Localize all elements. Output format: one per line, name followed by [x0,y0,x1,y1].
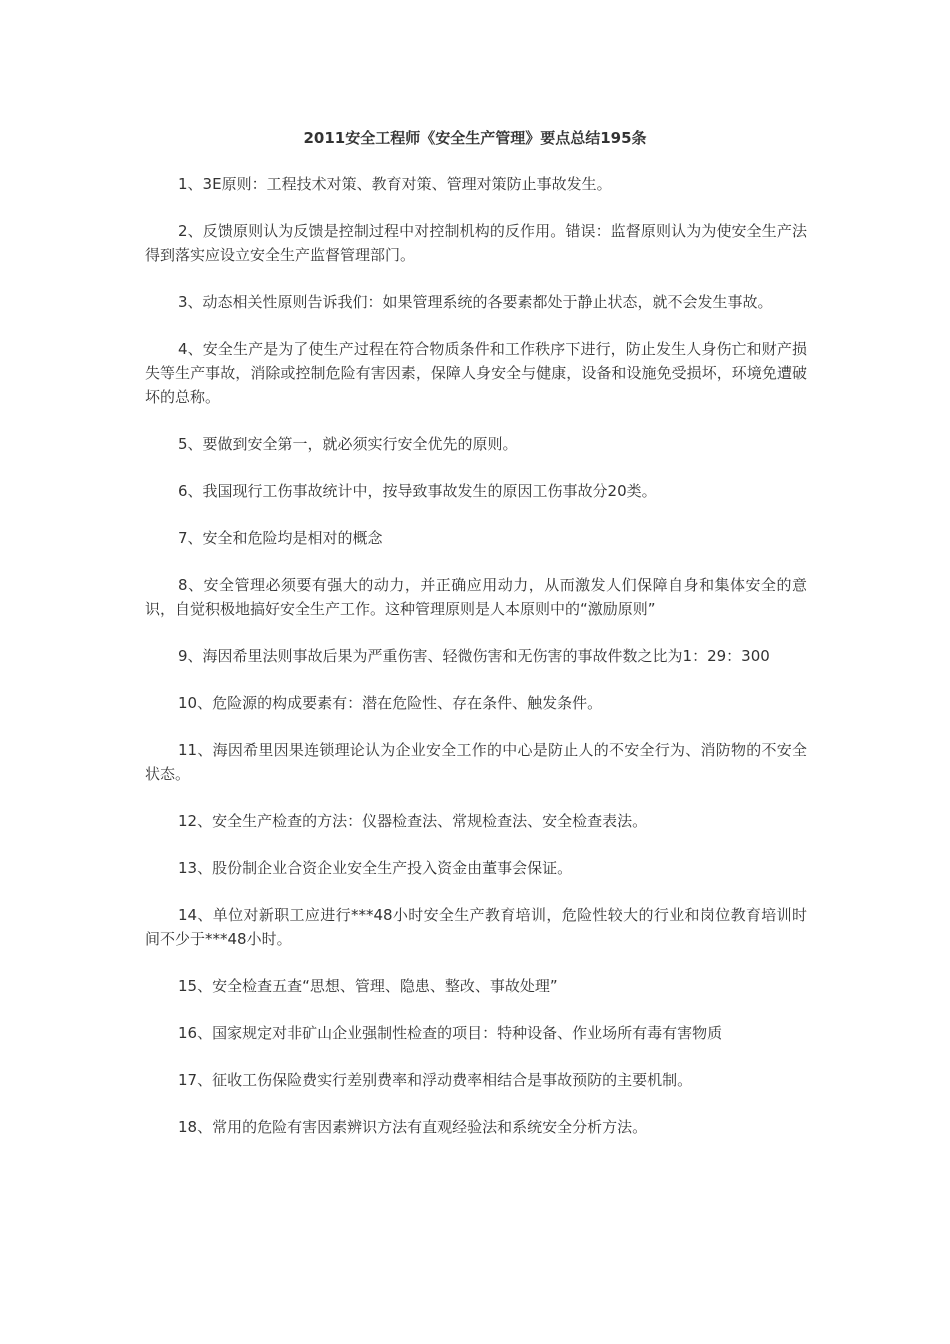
paragraph-13: 13、股份制企业合资企业安全生产投入资金由董事会保证。 [178,859,573,877]
paragraph-17: 17、征收工伤保险费实行差别费率和浮动费率相结合是事故预防的主要机制。 [178,1071,693,1089]
paragraph-3: 3、动态相关性原则告诉我们：如果管理系统的各要素都处于静止状态，就不会发生事故。 [178,293,773,311]
paragraph-1: 1、3E原则：工程技术对策、教育对策、管理对策防止事故发生。 [178,175,612,193]
paragraph-15: 15、安全检查五查“思想、管理、隐患、整改、事故处理” [178,977,558,995]
paragraph-16: 16、国家规定对非矿山企业强制性检查的项目：特种设备、作业场所有毒有害物质 [178,1024,723,1042]
document-title: 2011安全工程师《安全生产管理》要点总结195条 [303,129,647,147]
paragraph-11: 11、海因希里因果连锁理论认为企业安全工作的中心是防止人的不安全行为、消防物的不安全状态。 [145,741,807,783]
paragraph-7: 7、安全和危险均是相对的概念 [178,529,383,547]
paragraph-2: 2、反馈原则认为反馈是控制过程中对控制机构的反作用。错误：监督原则认为为使安全生产法得到落实应设立安全生产监督管理部门。 [145,222,807,264]
document-body [145,172,807,1162]
paragraph-10: 10、危险源的构成要素有：潜在危险性、存在条件、触发条件。 [178,694,603,712]
paragraph-12: 12、安全生产检查的方法：仪器检查法、常规检查法、安全检查表法。 [178,812,648,830]
paragraph-4: 4、安全生产是为了使生产过程在符合物质条件和工作秩序下进行，防止发生人身伤亡和财产损失等生产事故，消除或控制危险有害因素，保障人身安全与健康，设备和设施免受损坏，环境免遭破坏的总称。 [145,340,807,406]
paragraph-18: 18、常用的危险有害因素辨识方法有直观经验法和系统安全分析方法。 [178,1118,648,1136]
paragraph-5: 5、要做到安全第一，就必须实行安全优先的原则。 [178,435,518,453]
paragraph-8: 8、安全管理必须要有强大的动力，并正确应用动力，从而激发人们保障自身和集体安全的意识，自觉积极地搞好安全生产工作。这种管理原则是人本原则中的“激励原则” [145,576,807,618]
paragraph-6: 6、我国现行工伤事故统计中，按导致事故发生的原因工伤事故分20类。 [178,482,657,500]
paragraph-9: 9、海因希里法则事故后果为严重伤害、轻微伤害和无伤害的事故件数之比为1：29：300 [178,647,770,665]
paragraph-14: 14、单位对新职工应进行***48小时安全生产教育培训，危险性较大的行业和岗位教育培训时间不少于***48小时。 [145,906,807,948]
